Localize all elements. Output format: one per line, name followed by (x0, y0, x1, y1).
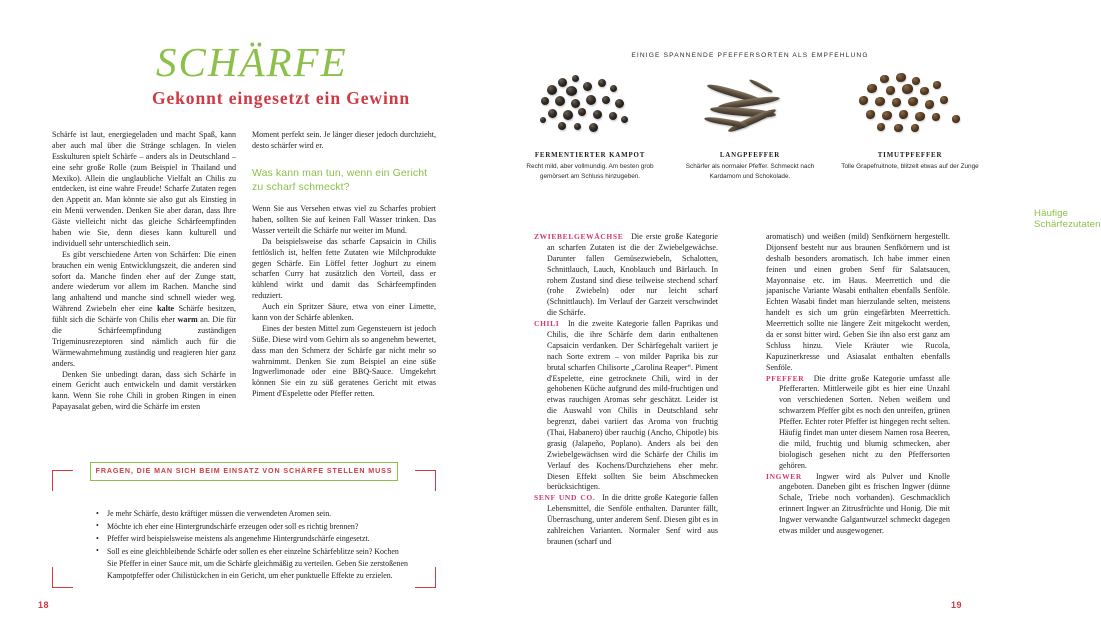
ingredient-term: PFEFFER (766, 373, 805, 383)
list-item: • Soll es eine gleichbleibende Schärfe oder sollen es eher einzelne Schärfeblitze sein? Kochen Sie Pfeffer in einer Sauce mit, um die Schärfe gleichmäßig zu verteilen. Geben Sie zerstoßenen Kampotpfeffer oder Chilistückchen in ein Gericht, um eher punktuelle Effekte zu erzielen. (94, 546, 410, 582)
ingredient-text: Die erste große Kategorie an scharfen Zutaten ist die der Zwiebelgewächse. Darunter fallen Gemüsezwiebeln, Schalotten, Schnittlauch, Lauch, Knoblauch und Bärlauch. In rohem Zustand sind diese teilweise stechend scharf (rohe Zwiebeln) oder nur leicht scharf (Schnittlauch). Im Verlauf der Garzeit verschwindet die Schärfe. (547, 232, 718, 318)
pepper-recommendation-row (514, 72, 986, 183)
ingredient-text: Ingwer wird als Pulver und Knolle angeboten. Daneben gibt es frischen Ingwer (dünne Schale, Triebe noch vorhanden). Geschmacklich erinnert Ingwer an Zitrusfrüchte und Honig. Die mit Ingwer verwandte Galgantwurzel schmeckt dagegen etwas milder und ausgewogener. (779, 471, 950, 536)
ingredients-column-1 (534, 232, 718, 548)
page-subtitle: Gekonnt eingesetzt ein Gewinn (152, 88, 410, 108)
paragraph: Wenn Sie aus Versehen etwas viel zu Scharfes probiert haben, sollten Sie auf keinen Fall Wasser trinken. Das Wasser verteilt die Schärfe nur weiter im Mund. (252, 204, 436, 235)
question-box (52, 467, 436, 588)
section-heading-scharf: Was kann man tun, wenn ein Gericht zu scharf schmeckt? (252, 166, 428, 193)
paragraph: Auch ein Spritzer Säure, etwa von einer Limette, kann von der Schärfe ablenken. (252, 302, 436, 323)
ingredient-text: In die zweite Kategorie fallen Paprikas und Chilis, die ihre Schärfe dem darin enthaltenen Capsaicin verdanken. Der Schärfegehalt variiert je nach Sorte extrem – von milder Paprika bis zur brutal scharfen Chilisorte „Carolina Reaper“. Piment d'Espelette, eine getrocknete Chili, wird in der gehobenen Küche aufgrund des mild-fruchtigen und etwas rauchigen Aromas sehr geschätzt. Leider ist die Auswahl von Chilis in Deutschland sehr begrenzt, dabei variiert das Aroma von fruchtig (Thai, Habanero) über rauchig (Ancho, Chipotle) bis grasig (Jalapeño, Poplano). Anders als bei den Zwiebelgewächsen wird die Schärfe der Chilis im Verlauf des Kochens/Durchziehens eher mehr. Diesen Effekt sollten Sie beim Abschmecken berücksichtigen. (547, 319, 718, 492)
pepper-item-kampot (514, 72, 666, 183)
title-block (152, 39, 472, 108)
pepper-description: Schärfer als normaler Pfeffer. Schmeckt nach Kardamom und Schokolade. (685, 163, 815, 181)
pepper-kicker: EINIGE SPANNENDE PFEFFERSORTEN ALS EMPFEHLUNG (631, 52, 869, 59)
ingredient-term: SENF UND CO. (534, 493, 596, 503)
paragraph: Denken Sie unbedingt daran, dass sich Schärfe in einem Gericht auch entwickeln und damit verstärken kann. Wenn Sie rohe Chili in groben Ringen in einen Papayasalat geben, wird die Schärfe im ersten (52, 369, 236, 412)
list-item: • Je mehr Schärfe, desto kräftiger müssen die verwendeten Aromen sein. (94, 508, 410, 520)
question-box-title: FRAGEN, DIE MAN SICH BEIM EINSATZ VON SCHÄRFE STELLEN MUSS (90, 462, 398, 481)
paragraph: Eines der besten Mittel zum Gegensteuern ist jedoch Süße. Diese wird vom Gehirn als so angenehm bewertet, dass man den Schmerz der Schärfe gar nicht mehr so wahrnimmt. Denken Sie zum Beispiel an eine süße Ingwerlimonade oder eine BBQ-Sauce. Umgekehrt können Sie ein zu süß geratenes Gericht mit etwas Piment d'Espelette oder Pfeffer retten. (252, 323, 436, 399)
ingredient-entry-senf-continued: aromatisch) und weißen (mild) Senfkörnern hergestellt. Dijonsenf besteht nur aus braunen Senfkörnern und ist deshalb besonders aromatisch. Ich habe immer einen feinen und einen groben Senf für Salatsaucen, Mayonnaise etc. im Haus. Meerrettich und die japanische Variante Wasabi enthalten ebenfalls Senföle. Echten Wasabi findet man hierzulande selten, meistens handelt es sich um grün eingefärbten Meerrettich. Meerrettich sollte nie längere Zeit mitgekocht werden, da er sonst bitter wird. Geben Sie ihn also erst ganz am Schluss hinzu. Viele Kräuter wie Rucola, Kapuzinerkresse und Asiasalat enthalten ebenfalls Senföle. (766, 232, 950, 372)
ingredient-entry-pfeffer (766, 374, 950, 472)
ingredient-entry-chili (534, 319, 718, 493)
page-title: SCHÄRFE (156, 39, 348, 85)
page-number-right: 19 (950, 600, 962, 610)
list-item: • Pfeffer wird beispielsweise meistens als angenehme Hintergrundschärfe eingesetzt. (94, 533, 410, 545)
pepper-description: Tolle Grapefruitnote, blitzelt etwas auf der Zunge (841, 163, 979, 170)
ingredient-text: Die dritte große Kategorie umfasst alle Pfefferarten. Mittlerweile gibt es hier eine Unzahl von verschiedenen Sorten. Neben weißem und schwarzem Pfeffer gibt es noch den unreifen, grünen Pfeffer. Echter roter Pfeffer ist hingegen recht selten. Häufig findet man unter diesem Namen rosa Beeren, die mild, fruchtig und blumig schmecken, aber biologisch gesehen nicht zu den Pfeffersorten gehören. (779, 373, 950, 470)
pepper-item-langpfeffer (674, 72, 826, 183)
page-left (0, 0, 500, 643)
text-run: an. Die für die Schärfeempfindung zuständigen Trigeminusrezeptoren sind nämlich auch für die Wärmewahrnehmung zuständig und reagieren hier ganz anders. (52, 315, 236, 368)
pepper-description: Recht mild, aber vollmundig. Am besten grob gemörsert am Schluss hinzugeben. (526, 163, 654, 181)
corner-bracket-bottom-left (52, 567, 73, 588)
pepper-item-timut (834, 72, 986, 183)
text-run: Schärfe besitzen, fühlt sich die Schärfe von Chilis eher (52, 304, 236, 325)
emphasis-warm: warm (177, 315, 198, 325)
ingredient-term: ZWIEBELGEWÄCHSE (534, 232, 624, 241)
long-pepper-icon (674, 72, 826, 148)
paragraph: Schärfe ist laut, energiegeladen und macht Spaß, kann aber auch mal über die Stränge schlagen. In vielen Esskulturen spielt Schärfe – anders als in Deutschland – eine sehr große Rolle (zum Beispiel in Thailand und Mexiko). Allein die unglaubliche Vielfalt an Chilis zu entdecken, ist eine wahre Freude! Scharfe Zutaten regen den Appetit an. Man könnte sie also gut als Einstieg in ein Menü verwenden. Denken Sie aber daran, dass Ihre Gäste vielleicht nicht das gleiche Schärfeempfinden haben wie Sie, denn dieses kann kulturell und individuell sehr unterschiedlich sein. (52, 130, 236, 248)
paragraph: Da beispielsweise das scharfe Capsaicin in Chilis fettlöslich ist, helfen fette Zutaten wie Milchprodukte gegen Schärfe. Ein Löffel fetter Joghurt zu einem scharfen Curry hat zusätzlich den Vorteil, dass er kühlend wirkt und damit das Schärfeempfinden reduziert. (252, 236, 436, 301)
ingredients-heading: Häufige Schärfezutaten (1034, 208, 1101, 230)
pepper-name: TIMUTPFEFFER (877, 152, 943, 159)
ingredient-term: INGWER (766, 471, 802, 481)
ingredient-entry-zwiebelgewaechse (534, 232, 718, 319)
corner-bracket-bottom-right (415, 567, 436, 588)
page-number-left: 18 (38, 600, 50, 610)
corner-bracket-top-left (52, 470, 73, 491)
body-column-2 (252, 130, 436, 400)
pepper-name: LANGPFEFFER (719, 152, 781, 159)
timut-pepper-icon (834, 72, 986, 148)
ingredient-text: In die dritte große Kategorie fallen Lebensmittel, die Senföle enthalten. Darunter fällt, Überraschung, unter anderem Senf. Diesen gibt es in zahlreichen Varianten. Normaler Senf wird aus braunen (scharf und (547, 493, 718, 546)
ingredients-column-2 (766, 232, 950, 537)
emphasis-kalte: kalte (157, 304, 175, 314)
peppercorn-pile-icon (514, 72, 666, 148)
body-column-1 (52, 130, 236, 413)
corner-bracket-top-right (415, 470, 436, 491)
pepper-name: FERMENTIERTER KAMPOT (534, 152, 646, 159)
list-item: • Möchte ich eher eine Hintergrundschärfe erzeugen oder soll es richtig brennen? (94, 521, 410, 533)
ingredient-entry-ingwer (766, 472, 950, 537)
text-run: Es gibt verschiedene Arten von Schärfen: Die einen brauchen ein wenig Entwicklungszeit, die anderen sind sofort da. Manche finden eher auf der Zunge statt, andere wiederum vor allem im Rachen. Manche sind lang anhaltend und manche sind schnell wieder weg. Während Zwiebeln eher eine (52, 249, 236, 314)
ingredient-term: CHILI (534, 319, 560, 329)
paragraph: Moment perfekt sein. Je länger dieser jedoch durchzieht, desto schärfer wird er. (252, 130, 436, 150)
question-list (94, 508, 410, 582)
ingredient-entry-senf (534, 493, 718, 547)
paragraph (52, 250, 236, 370)
